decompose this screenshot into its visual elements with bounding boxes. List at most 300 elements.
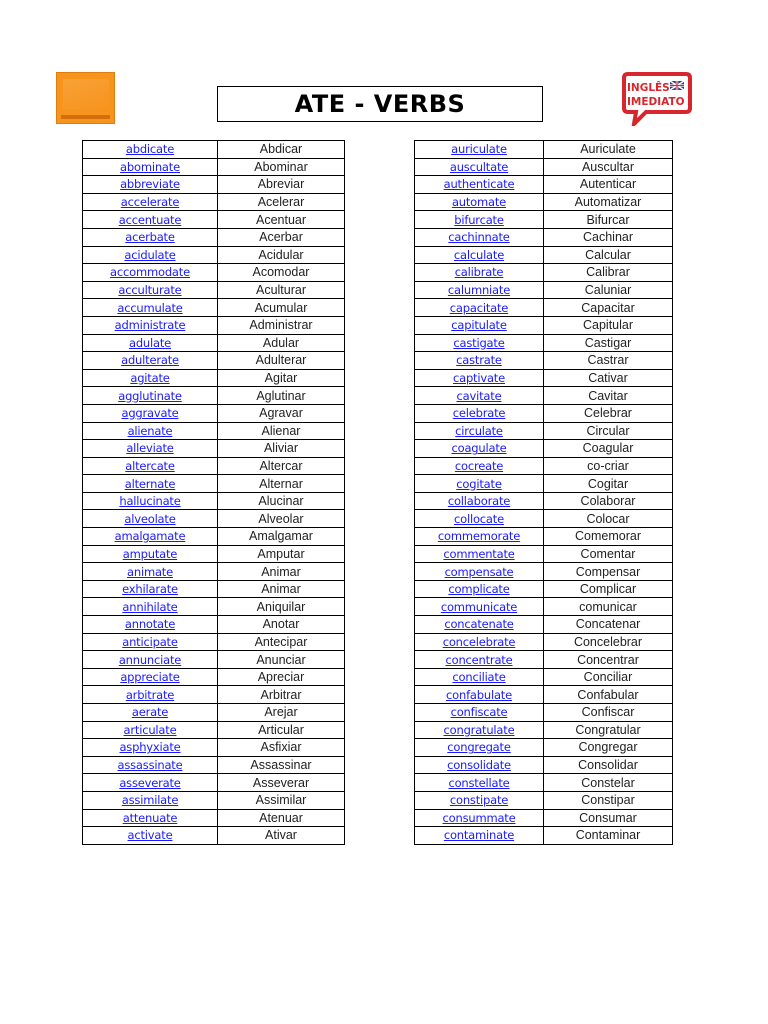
table-row xyxy=(83,598,345,616)
english-verb-cell xyxy=(83,228,218,246)
table-row xyxy=(415,704,673,722)
table-row xyxy=(415,756,673,774)
page-title-box xyxy=(217,86,543,122)
english-verb-link[interactable]: alveolate xyxy=(124,511,176,526)
portuguese-verb-cell: Alienar xyxy=(218,422,345,440)
english-verb-link[interactable]: concentrate xyxy=(445,652,513,667)
table-row xyxy=(83,756,345,774)
english-verb-cell xyxy=(83,369,218,387)
english-verb-link[interactable]: consummate xyxy=(442,810,516,825)
english-verb-cell xyxy=(415,756,544,774)
portuguese-verb-cell: Amputar xyxy=(218,545,345,563)
portuguese-verb-cell: Arbitrar xyxy=(218,686,345,704)
english-verb-link[interactable]: agitate xyxy=(130,371,170,386)
portuguese-verb-cell: Colocar xyxy=(544,510,673,528)
portuguese-verb-cell: Aliviar xyxy=(218,440,345,458)
english-verb-link[interactable]: attenuate xyxy=(122,810,178,825)
english-verb-cell xyxy=(415,211,544,229)
table-row xyxy=(415,281,673,299)
portuguese-verb-cell: Capacitar xyxy=(544,299,673,317)
table-row xyxy=(415,193,673,211)
portuguese-verb-cell: Assimilar xyxy=(218,791,345,809)
english-verb-cell xyxy=(415,721,544,739)
table-row xyxy=(83,492,345,510)
english-verb-link[interactable]: accumulate xyxy=(117,300,183,315)
english-verb-link[interactable]: annunciate xyxy=(118,652,182,667)
english-verb-cell xyxy=(415,616,544,634)
table-row xyxy=(83,352,345,370)
english-verb-link[interactable]: confabulate xyxy=(446,687,512,702)
portuguese-verb-cell: Animar xyxy=(218,580,345,598)
table-row xyxy=(415,440,673,458)
english-verb-cell xyxy=(83,598,218,616)
table-row xyxy=(83,791,345,809)
ingles-imediato-logo-icon xyxy=(620,72,694,126)
portuguese-verb-cell: co-criar xyxy=(544,457,673,475)
table-row xyxy=(415,228,673,246)
portuguese-verb-cell: Articular xyxy=(218,721,345,739)
english-verb-cell xyxy=(83,158,218,176)
english-verb-link[interactable]: abbreviate xyxy=(120,177,180,192)
portuguese-verb-cell: Aniquilar xyxy=(218,598,345,616)
english-verb-link[interactable]: calibrate xyxy=(454,265,504,280)
verbs-table-left xyxy=(82,140,345,845)
table-row xyxy=(83,809,345,827)
table-row xyxy=(83,387,345,405)
portuguese-verb-cell: Consumar xyxy=(544,809,673,827)
table-row xyxy=(83,774,345,792)
english-verb-link[interactable]: abdicate xyxy=(125,142,175,157)
table-row xyxy=(83,651,345,669)
table-row xyxy=(415,264,673,282)
english-verb-cell xyxy=(83,686,218,704)
table-row xyxy=(83,334,345,352)
english-verb-link[interactable]: congratulate xyxy=(443,722,515,737)
table-row xyxy=(415,633,673,651)
english-verb-cell xyxy=(83,739,218,757)
portuguese-verb-cell: Alveolar xyxy=(218,510,345,528)
portuguese-verb-cell: Automatizar xyxy=(544,193,673,211)
portuguese-verb-cell: Castigar xyxy=(544,334,673,352)
table-row xyxy=(83,316,345,334)
english-verb-link[interactable]: acculturate xyxy=(118,283,182,298)
english-verb-link[interactable]: assimilate xyxy=(121,793,179,808)
english-verb-link[interactable]: bifurcate xyxy=(454,212,504,227)
english-verb-cell xyxy=(415,404,544,422)
english-verb-link[interactable]: complicate xyxy=(448,582,510,597)
table-row xyxy=(415,545,673,563)
logo-line1: INGLÊS xyxy=(627,82,670,94)
portuguese-verb-cell: Calcular xyxy=(544,246,673,264)
english-verb-cell xyxy=(83,791,218,809)
portuguese-verb-cell: Capitular xyxy=(544,316,673,334)
table-row xyxy=(83,704,345,722)
table-row xyxy=(415,616,673,634)
english-verb-link[interactable]: adulate xyxy=(128,335,172,350)
english-verb-link[interactable]: annotate xyxy=(124,617,176,632)
portuguese-verb-cell: Cavitar xyxy=(544,387,673,405)
english-verb-cell xyxy=(415,791,544,809)
table-row xyxy=(83,176,345,194)
orange-square-logo-icon xyxy=(56,72,115,124)
portuguese-verb-cell: Comentar xyxy=(544,545,673,563)
table-row xyxy=(83,404,345,422)
english-verb-link[interactable]: amputate xyxy=(122,546,178,561)
english-verb-link[interactable]: captivate xyxy=(452,371,505,386)
english-verb-cell xyxy=(83,651,218,669)
english-verb-cell xyxy=(415,228,544,246)
english-verb-cell xyxy=(83,563,218,581)
table-row xyxy=(83,141,345,159)
english-verb-cell xyxy=(415,457,544,475)
english-verb-cell xyxy=(83,422,218,440)
english-verb-cell xyxy=(415,580,544,598)
portuguese-verb-cell: Compensar xyxy=(544,563,673,581)
english-verb-link[interactable]: capitulate xyxy=(451,318,507,333)
english-verb-cell xyxy=(83,721,218,739)
english-verb-cell xyxy=(83,281,218,299)
portuguese-verb-cell: Aculturar xyxy=(218,281,345,299)
english-verb-link[interactable]: authenticate xyxy=(443,177,515,192)
english-verb-cell xyxy=(415,704,544,722)
portuguese-verb-cell: Acelerar xyxy=(218,193,345,211)
english-verb-link[interactable]: commemorate xyxy=(437,529,521,544)
english-verb-link[interactable]: auriculate xyxy=(451,142,507,157)
portuguese-verb-cell: Confiscar xyxy=(544,704,673,722)
table-row xyxy=(415,510,673,528)
english-verb-link[interactable]: aerate xyxy=(131,705,169,720)
table-row xyxy=(415,791,673,809)
english-verb-link[interactable]: automate xyxy=(451,195,507,210)
table-row xyxy=(415,528,673,546)
english-verb-cell xyxy=(83,334,218,352)
portuguese-verb-cell: Acumular xyxy=(218,299,345,317)
english-verb-cell xyxy=(415,176,544,194)
english-verb-link[interactable]: accommodate xyxy=(110,265,190,280)
table-row xyxy=(415,334,673,352)
english-verb-cell xyxy=(83,457,218,475)
english-verb-cell xyxy=(415,598,544,616)
portuguese-verb-cell: Acentuar xyxy=(218,211,345,229)
portuguese-verb-cell: Animar xyxy=(218,563,345,581)
english-verb-cell xyxy=(415,193,544,211)
english-verb-link[interactable]: castigate xyxy=(453,335,505,350)
portuguese-verb-cell: Confabular xyxy=(544,686,673,704)
table-row xyxy=(83,457,345,475)
table-row xyxy=(83,721,345,739)
portuguese-verb-cell: Aglutinar xyxy=(218,387,345,405)
english-verb-cell xyxy=(415,141,544,159)
english-verb-cell xyxy=(83,475,218,493)
english-verb-cell xyxy=(83,246,218,264)
english-verb-link[interactable]: exhilarate xyxy=(122,582,178,597)
portuguese-verb-cell: Contaminar xyxy=(544,827,673,845)
table-row xyxy=(415,457,673,475)
english-verb-cell xyxy=(415,492,544,510)
english-verb-cell xyxy=(415,475,544,493)
english-verb-link[interactable]: annihilate xyxy=(122,599,178,614)
english-verb-cell xyxy=(83,774,218,792)
portuguese-verb-cell: Acidular xyxy=(218,246,345,264)
english-verb-link[interactable]: adulterate xyxy=(121,353,179,368)
english-verb-link[interactable]: alternate xyxy=(124,476,176,491)
english-verb-cell xyxy=(83,387,218,405)
table-row xyxy=(83,475,345,493)
english-verb-cell xyxy=(83,580,218,598)
english-verb-cell xyxy=(83,827,218,845)
table-row xyxy=(415,299,673,317)
english-verb-cell xyxy=(83,756,218,774)
portuguese-verb-cell: Alternar xyxy=(218,475,345,493)
english-verb-link[interactable]: auscultate xyxy=(449,159,509,174)
english-verb-cell xyxy=(415,299,544,317)
portuguese-verb-cell: Comemorar xyxy=(544,528,673,546)
english-verb-cell xyxy=(83,316,218,334)
table-row xyxy=(83,193,345,211)
english-verb-link[interactable]: calculate xyxy=(453,247,505,262)
portuguese-verb-cell: Castrar xyxy=(544,352,673,370)
english-verb-cell xyxy=(83,264,218,282)
english-verb-cell xyxy=(415,387,544,405)
english-verb-cell xyxy=(415,352,544,370)
portuguese-verb-cell: Caluniar xyxy=(544,281,673,299)
english-verb-link[interactable]: assassinate xyxy=(117,758,183,773)
english-verb-link[interactable]: cachinnate xyxy=(448,230,510,245)
english-verb-link[interactable]: accentuate xyxy=(118,212,182,227)
table-row xyxy=(83,228,345,246)
english-verb-cell xyxy=(415,563,544,581)
portuguese-verb-cell: Adular xyxy=(218,334,345,352)
english-verb-cell xyxy=(415,686,544,704)
english-verb-cell xyxy=(415,316,544,334)
table-row xyxy=(83,580,345,598)
english-verb-link[interactable]: castrate xyxy=(456,353,502,368)
english-verb-cell xyxy=(415,246,544,264)
english-verb-link[interactable]: alleviate xyxy=(126,441,174,456)
portuguese-verb-cell: Antecipar xyxy=(218,633,345,651)
portuguese-verb-cell: Bifurcar xyxy=(544,211,673,229)
portuguese-verb-cell: Atenuar xyxy=(218,809,345,827)
portuguese-verb-cell: Congratular xyxy=(544,721,673,739)
english-verb-link[interactable]: alienate xyxy=(127,423,173,438)
english-verb-cell xyxy=(83,510,218,528)
portuguese-verb-cell: Asseverar xyxy=(218,774,345,792)
portuguese-verb-cell: Cachinar xyxy=(544,228,673,246)
english-verb-link[interactable]: agglutinate xyxy=(118,388,182,403)
portuguese-verb-cell: Anunciar xyxy=(218,651,345,669)
english-verb-link[interactable]: commentate xyxy=(443,546,515,561)
table-row xyxy=(83,633,345,651)
portuguese-verb-cell: Ativar xyxy=(218,827,345,845)
portuguese-verb-cell: Assassinar xyxy=(218,756,345,774)
english-verb-cell xyxy=(415,739,544,757)
portuguese-verb-cell: Auriculate xyxy=(544,141,673,159)
english-verb-link[interactable]: amalgamate xyxy=(114,529,186,544)
table-row xyxy=(415,141,673,159)
english-verb-cell xyxy=(415,334,544,352)
english-verb-link[interactable]: anticipate xyxy=(122,634,178,649)
table-row xyxy=(415,721,673,739)
english-verb-link[interactable]: appreciate xyxy=(120,670,180,685)
portuguese-verb-cell: comunicar xyxy=(544,598,673,616)
portuguese-verb-cell: Asfixiar xyxy=(218,739,345,757)
english-verb-link[interactable]: circulate xyxy=(455,423,503,438)
table-row xyxy=(415,246,673,264)
english-verb-link[interactable]: animate xyxy=(127,564,173,579)
english-verb-cell xyxy=(415,633,544,651)
english-verb-link[interactable]: activate xyxy=(127,828,173,843)
table-row xyxy=(83,616,345,634)
english-verb-link[interactable]: concelebrate xyxy=(442,634,516,649)
english-verb-cell xyxy=(83,211,218,229)
table-row xyxy=(415,492,673,510)
portuguese-verb-cell: Coagular xyxy=(544,440,673,458)
english-verb-cell xyxy=(83,545,218,563)
table-row xyxy=(83,510,345,528)
english-verb-link[interactable]: cocreate xyxy=(454,458,504,473)
table-row xyxy=(415,404,673,422)
english-verb-cell xyxy=(415,651,544,669)
table-row xyxy=(415,598,673,616)
table-row xyxy=(415,352,673,370)
english-verb-link[interactable]: capacitate xyxy=(449,300,509,315)
english-verb-cell xyxy=(415,510,544,528)
english-verb-link[interactable]: contaminate xyxy=(443,828,515,843)
portuguese-verb-cell: Celebrar xyxy=(544,404,673,422)
english-verb-cell xyxy=(83,440,218,458)
english-verb-cell xyxy=(415,264,544,282)
table-row xyxy=(83,369,345,387)
table-row xyxy=(415,422,673,440)
verbs-table-right xyxy=(414,140,673,845)
table-row xyxy=(415,387,673,405)
logo-line2: IMEDIATO xyxy=(627,96,685,108)
english-verb-link[interactable]: abominate xyxy=(120,159,180,174)
english-verb-link[interactable]: asseverate xyxy=(119,775,181,790)
table-row xyxy=(415,827,673,845)
english-verb-cell xyxy=(415,369,544,387)
english-verb-cell xyxy=(415,668,544,686)
portuguese-verb-cell: Autenticar xyxy=(544,176,673,194)
portuguese-verb-cell: Conciliar xyxy=(544,668,673,686)
table-row xyxy=(415,774,673,792)
english-verb-link[interactable]: congregate xyxy=(447,740,511,755)
portuguese-verb-cell: Acerbar xyxy=(218,228,345,246)
table-row xyxy=(415,563,673,581)
table-row xyxy=(83,246,345,264)
portuguese-verb-cell: Auscultar xyxy=(544,158,673,176)
english-verb-cell xyxy=(415,545,544,563)
portuguese-verb-cell: Abreviar xyxy=(218,176,345,194)
portuguese-verb-cell: Concatenar xyxy=(544,616,673,634)
english-verb-cell xyxy=(83,809,218,827)
table-row xyxy=(83,528,345,546)
table-row xyxy=(83,545,345,563)
english-verb-link[interactable]: coagulate xyxy=(451,441,507,456)
english-verb-link[interactable]: calumniate xyxy=(447,283,511,298)
english-verb-link[interactable]: aggravate xyxy=(121,406,179,421)
table-row xyxy=(83,281,345,299)
portuguese-verb-cell: Administrar xyxy=(218,316,345,334)
english-verb-link[interactable]: arbitrate xyxy=(125,687,175,702)
english-verb-link[interactable]: constipate xyxy=(449,793,509,808)
english-verb-cell xyxy=(415,809,544,827)
portuguese-verb-cell: Congregar xyxy=(544,739,673,757)
english-verb-link[interactable]: collaborate xyxy=(447,494,511,509)
english-verb-link[interactable]: concatenate xyxy=(444,617,514,632)
portuguese-verb-cell: Abdicar xyxy=(218,141,345,159)
english-verb-link[interactable]: collocate xyxy=(454,511,504,526)
table-row xyxy=(83,739,345,757)
english-verb-link[interactable]: accelerate xyxy=(120,195,180,210)
table-row xyxy=(415,686,673,704)
english-verb-link[interactable]: compensate xyxy=(444,564,514,579)
portuguese-verb-cell: Alucinar xyxy=(218,492,345,510)
english-verb-cell xyxy=(83,141,218,159)
english-verb-cell xyxy=(83,176,218,194)
english-verb-cell xyxy=(83,492,218,510)
portuguese-verb-cell: Agravar xyxy=(218,404,345,422)
english-verb-link[interactable]: cogitate xyxy=(456,476,502,491)
portuguese-verb-cell: Arejar xyxy=(218,704,345,722)
english-verb-link[interactable]: communicate xyxy=(440,599,518,614)
english-verb-link[interactable]: hallucinate xyxy=(119,494,181,509)
english-verb-cell xyxy=(83,352,218,370)
portuguese-verb-cell: Complicar xyxy=(544,580,673,598)
portuguese-verb-cell: Consolidar xyxy=(544,756,673,774)
english-verb-cell xyxy=(83,668,218,686)
page-title: ATE - VERBS xyxy=(294,90,466,118)
english-verb-cell xyxy=(415,528,544,546)
table-row xyxy=(415,316,673,334)
english-verb-cell xyxy=(83,633,218,651)
english-verb-link[interactable]: consolidate xyxy=(447,758,511,773)
english-verb-link[interactable]: confiscate xyxy=(450,705,508,720)
table-row xyxy=(83,158,345,176)
table-row xyxy=(83,264,345,282)
portuguese-verb-cell: Amalgamar xyxy=(218,528,345,546)
portuguese-verb-cell: Constipar xyxy=(544,791,673,809)
table-row xyxy=(415,739,673,757)
table-row xyxy=(415,176,673,194)
portuguese-verb-cell: Adulterar xyxy=(218,352,345,370)
table-row xyxy=(83,440,345,458)
english-verb-link[interactable]: celebrate xyxy=(452,406,506,421)
english-verb-link[interactable]: acidulate xyxy=(124,247,176,262)
english-verb-link[interactable]: acerbate xyxy=(125,230,175,245)
english-verb-link[interactable]: constellate xyxy=(448,775,510,790)
english-verb-link[interactable]: cavitate xyxy=(456,388,502,403)
english-verb-cell xyxy=(83,528,218,546)
english-verb-link[interactable]: conciliate xyxy=(452,670,506,685)
english-verb-link[interactable]: administrate xyxy=(114,318,186,333)
table-row xyxy=(83,668,345,686)
english-verb-link[interactable]: articulate xyxy=(123,722,177,737)
english-verb-cell xyxy=(415,440,544,458)
table-row xyxy=(83,827,345,845)
portuguese-verb-cell: Circular xyxy=(544,422,673,440)
english-verb-cell xyxy=(83,193,218,211)
portuguese-verb-cell: Apreciar xyxy=(218,668,345,686)
table-row xyxy=(83,563,345,581)
english-verb-link[interactable]: altercate xyxy=(125,458,175,473)
english-verb-cell xyxy=(83,704,218,722)
english-verb-cell xyxy=(83,616,218,634)
english-verb-cell xyxy=(415,158,544,176)
english-verb-link[interactable]: asphyxiate xyxy=(119,740,181,755)
portuguese-verb-cell: Calibrar xyxy=(544,264,673,282)
portuguese-verb-cell: Acomodar xyxy=(218,264,345,282)
